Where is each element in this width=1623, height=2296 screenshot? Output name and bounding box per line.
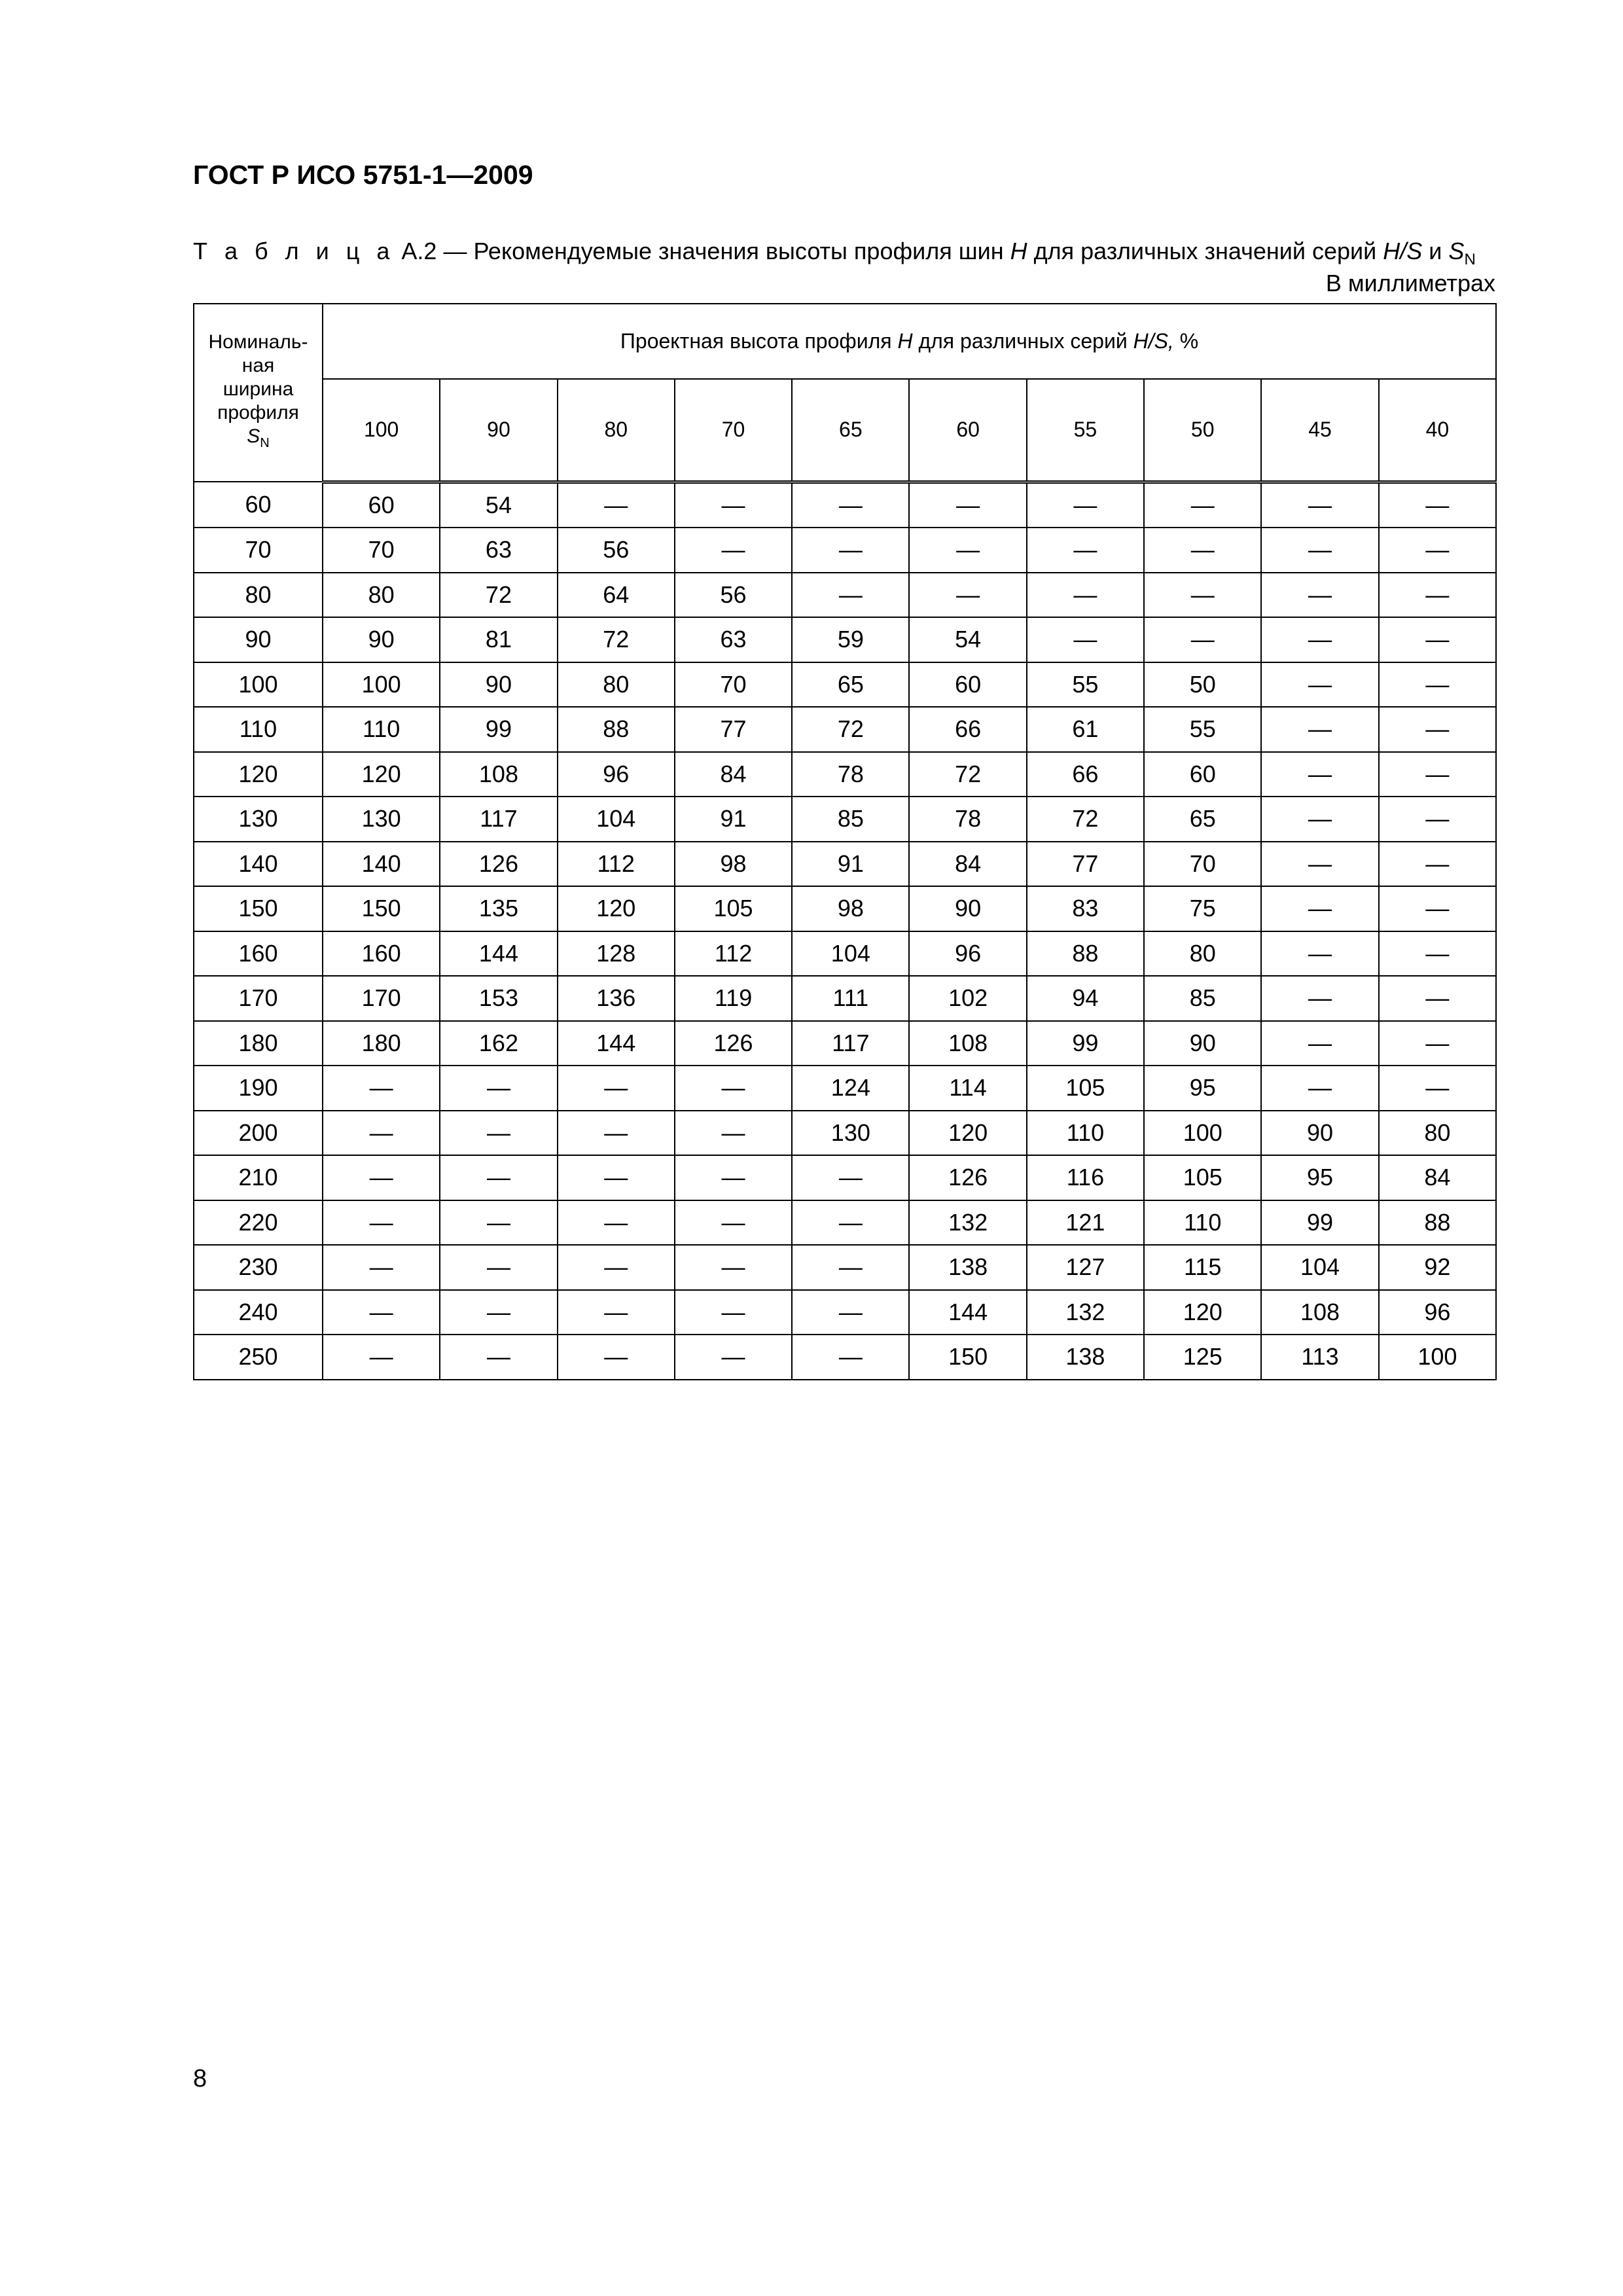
caption-symbol-hs: H/S <box>1383 238 1423 264</box>
table-row <box>194 707 1496 752</box>
height-value-cell: — <box>675 482 792 528</box>
height-value-cell: 80 <box>1379 1111 1496 1156</box>
height-value-cell: 170 <box>323 976 440 1021</box>
table-row <box>194 976 1496 1021</box>
height-value-cell: 108 <box>440 752 557 797</box>
table-row <box>194 1245 1496 1290</box>
table-caption <box>193 238 1495 269</box>
height-value-cell: — <box>1144 528 1261 573</box>
height-value-cell: 90 <box>1261 1111 1378 1156</box>
height-value-cell: — <box>1379 886 1496 931</box>
height-value-cell: — <box>675 528 792 573</box>
height-value-cell: 84 <box>1379 1155 1496 1200</box>
height-value-cell: — <box>1261 886 1378 931</box>
height-value-cell: 70 <box>1144 842 1261 887</box>
height-value-cell: 96 <box>1379 1290 1496 1335</box>
height-value-cell: 160 <box>323 931 440 977</box>
height-value-cell: 108 <box>1261 1290 1378 1335</box>
height-value-cell: 120 <box>909 1111 1026 1156</box>
height-value-cell: — <box>1027 617 1144 662</box>
height-value-cell: — <box>440 1290 557 1335</box>
height-value-cell: 56 <box>675 573 792 618</box>
height-value-cell: — <box>323 1200 440 1246</box>
height-value-cell: — <box>675 1200 792 1246</box>
height-value-cell: — <box>1379 1066 1496 1111</box>
table-row <box>194 1290 1496 1335</box>
series-header-cell: 100 <box>323 379 440 482</box>
nominal-width-cell: 60 <box>194 482 323 528</box>
height-value-cell: 144 <box>558 1021 675 1066</box>
caption-subscript-n: N <box>1464 251 1476 269</box>
height-value-cell: 90 <box>909 886 1026 931</box>
table-row <box>194 1021 1496 1066</box>
height-value-cell: — <box>792 1335 909 1380</box>
nominal-width-cell: 80 <box>194 573 323 618</box>
height-value-cell: 88 <box>1027 931 1144 977</box>
nominal-width-cell: 170 <box>194 976 323 1021</box>
nominal-width-cell: 70 <box>194 528 323 573</box>
height-value-cell: — <box>792 528 909 573</box>
group-header-text-2: для различных серий <box>918 329 1128 353</box>
height-value-cell: 117 <box>440 797 557 842</box>
height-value-cell: 78 <box>909 797 1026 842</box>
height-value-cell: — <box>1261 528 1378 573</box>
height-value-cell: 114 <box>909 1066 1026 1111</box>
height-value-cell: — <box>1379 573 1496 618</box>
table-row <box>194 797 1496 842</box>
table-row <box>194 528 1496 573</box>
height-value-cell: 60 <box>1144 752 1261 797</box>
height-value-cell: — <box>792 573 909 618</box>
height-value-cell: 56 <box>558 528 675 573</box>
height-value-cell: 132 <box>909 1200 1026 1246</box>
height-value-cell: 91 <box>675 797 792 842</box>
nominal-width-cell: 250 <box>194 1335 323 1380</box>
design-height-group-header <box>323 304 1496 379</box>
height-value-cell: — <box>1261 842 1378 887</box>
height-value-cell: — <box>909 482 1026 528</box>
height-value-cell: — <box>440 1066 557 1111</box>
height-value-cell: — <box>323 1155 440 1200</box>
nominal-width-line-2: ная <box>241 355 275 376</box>
height-value-cell: 100 <box>1144 1111 1261 1156</box>
height-value-cell: — <box>792 482 909 528</box>
height-value-cell: 110 <box>323 707 440 752</box>
height-value-cell: 55 <box>1144 707 1261 752</box>
nominal-width-symbol-s: S <box>247 425 260 447</box>
caption-and: и <box>1429 238 1442 264</box>
caption-symbol-s: S <box>1448 238 1465 264</box>
height-value-cell: 96 <box>909 931 1026 977</box>
nominal-width-cell: 200 <box>194 1111 323 1156</box>
height-value-cell: — <box>323 1245 440 1290</box>
height-value-cell: 128 <box>558 931 675 977</box>
height-value-cell: — <box>440 1200 557 1246</box>
profile-height-table <box>193 303 1497 1380</box>
height-value-cell: 91 <box>792 842 909 887</box>
height-value-cell: 104 <box>558 797 675 842</box>
height-value-cell: — <box>558 1335 675 1380</box>
height-value-cell: 153 <box>440 976 557 1021</box>
height-value-cell: — <box>792 1155 909 1200</box>
table-row <box>194 1111 1496 1156</box>
height-value-cell: 66 <box>909 707 1026 752</box>
height-value-cell: — <box>323 1111 440 1156</box>
nominal-width-cell: 180 <box>194 1021 323 1066</box>
height-value-cell: 138 <box>909 1245 1026 1290</box>
document-title: ГОСТ Р ИСО 5751-1—2009 <box>193 160 533 190</box>
height-value-cell: — <box>675 1245 792 1290</box>
height-value-cell: — <box>1379 752 1496 797</box>
height-value-cell: 121 <box>1027 1200 1144 1246</box>
height-value-cell: 105 <box>675 886 792 931</box>
height-value-cell: 85 <box>1144 976 1261 1021</box>
height-value-cell: 115 <box>1144 1245 1261 1290</box>
height-value-cell: 61 <box>1027 707 1144 752</box>
height-value-cell: 104 <box>1261 1245 1378 1290</box>
table-row <box>194 1335 1496 1380</box>
series-header-cell: 80 <box>558 379 675 482</box>
height-value-cell: — <box>440 1111 557 1156</box>
caption-text-2: для различных значений серий <box>1033 238 1377 264</box>
height-value-cell: — <box>1144 482 1261 528</box>
height-value-cell: — <box>1261 797 1378 842</box>
height-value-cell: — <box>1027 573 1144 618</box>
height-value-cell: 84 <box>909 842 1026 887</box>
height-value-cell: — <box>1261 662 1378 708</box>
nominal-width-line-1: Номиналь- <box>208 331 308 353</box>
height-value-cell: 112 <box>558 842 675 887</box>
height-value-cell: 108 <box>909 1021 1026 1066</box>
height-value-cell: 144 <box>440 931 557 977</box>
height-value-cell: — <box>1261 707 1378 752</box>
height-value-cell: 72 <box>440 573 557 618</box>
height-value-cell: — <box>1027 528 1144 573</box>
height-value-cell: 77 <box>675 707 792 752</box>
table-row <box>194 617 1496 662</box>
nominal-width-cell: 190 <box>194 1066 323 1111</box>
height-value-cell: — <box>558 1200 675 1246</box>
height-value-cell: 120 <box>323 752 440 797</box>
table-row <box>194 1200 1496 1246</box>
nominal-width-cell: 230 <box>194 1245 323 1290</box>
height-value-cell: — <box>440 1335 557 1380</box>
height-value-cell: 88 <box>558 707 675 752</box>
nominal-width-cell: 220 <box>194 1200 323 1246</box>
height-value-cell: 110 <box>1027 1111 1144 1156</box>
series-header-cell: 70 <box>675 379 792 482</box>
group-header-percent: % <box>1179 329 1199 353</box>
height-value-cell: 126 <box>675 1021 792 1066</box>
caption-text-1: Рекомендуемые значения высоты профиля шин <box>473 238 1004 264</box>
height-value-cell: — <box>675 1335 792 1380</box>
height-value-cell: 63 <box>440 528 557 573</box>
series-header-cell: 50 <box>1144 379 1261 482</box>
height-value-cell: 80 <box>558 662 675 708</box>
height-value-cell: 130 <box>792 1111 909 1156</box>
series-header-cell: 60 <box>909 379 1026 482</box>
height-value-cell: — <box>440 1245 557 1290</box>
caption-symbol-h: H <box>1010 238 1027 264</box>
height-value-cell: 120 <box>1144 1290 1261 1335</box>
height-value-cell: 130 <box>323 797 440 842</box>
height-value-cell: 90 <box>1144 1021 1261 1066</box>
height-value-cell: — <box>1144 573 1261 618</box>
height-value-cell: 72 <box>909 752 1026 797</box>
height-value-cell: 70 <box>675 662 792 708</box>
series-header-row <box>194 379 1496 482</box>
height-value-cell: 80 <box>1144 931 1261 977</box>
nominal-width-line-4: профиля <box>217 402 299 423</box>
height-value-cell: 112 <box>675 931 792 977</box>
height-value-cell: 84 <box>675 752 792 797</box>
series-header-cell: 55 <box>1027 379 1144 482</box>
height-value-cell: — <box>1261 1066 1378 1111</box>
group-header-symbol-h: H <box>897 329 913 353</box>
height-value-cell: 111 <box>792 976 909 1021</box>
height-value-cell: 65 <box>1144 797 1261 842</box>
table-body <box>194 482 1496 1380</box>
height-value-cell: 100 <box>1379 1335 1496 1380</box>
height-value-cell: 94 <box>1027 976 1144 1021</box>
height-value-cell: — <box>558 1111 675 1156</box>
height-value-cell: — <box>792 1200 909 1246</box>
height-value-cell: — <box>1261 752 1378 797</box>
height-value-cell: — <box>440 1155 557 1200</box>
group-header-symbol-hs: H/S, <box>1133 329 1174 353</box>
height-value-cell: 100 <box>323 662 440 708</box>
height-value-cell: 126 <box>909 1155 1026 1200</box>
group-header-text-1: Проектная высота профиля <box>620 329 892 353</box>
height-value-cell: — <box>1379 976 1496 1021</box>
height-value-cell: — <box>558 1155 675 1200</box>
height-value-cell: 162 <box>440 1021 557 1066</box>
table-row <box>194 752 1496 797</box>
height-value-cell: 85 <box>792 797 909 842</box>
height-value-cell: 50 <box>1144 662 1261 708</box>
height-value-cell: — <box>323 1066 440 1111</box>
nominal-width-cell: 140 <box>194 842 323 887</box>
table-row <box>194 573 1496 618</box>
height-value-cell: 136 <box>558 976 675 1021</box>
height-value-cell: 55 <box>1027 662 1144 708</box>
nominal-width-cell: 160 <box>194 931 323 977</box>
table-row <box>194 931 1496 977</box>
nominal-width-cell: 120 <box>194 752 323 797</box>
height-value-cell: — <box>323 1335 440 1380</box>
height-value-cell: — <box>1379 528 1496 573</box>
nominal-width-cell: 110 <box>194 707 323 752</box>
height-value-cell: 95 <box>1144 1066 1261 1111</box>
height-value-cell: 98 <box>792 886 909 931</box>
units-note: В миллиметрах <box>1325 270 1495 296</box>
nominal-width-line-3: ширина <box>223 378 294 400</box>
height-value-cell: 72 <box>1027 797 1144 842</box>
height-value-cell: 105 <box>1027 1066 1144 1111</box>
nominal-width-cell: 130 <box>194 797 323 842</box>
height-value-cell: — <box>1027 482 1144 528</box>
height-value-cell: 180 <box>323 1021 440 1066</box>
height-value-cell: — <box>558 482 675 528</box>
height-value-cell: 64 <box>558 573 675 618</box>
series-header-cell: 40 <box>1379 379 1496 482</box>
nominal-width-cell: 240 <box>194 1290 323 1335</box>
height-value-cell: 60 <box>323 482 440 528</box>
height-value-cell: — <box>1261 617 1378 662</box>
height-value-cell: — <box>1379 482 1496 528</box>
height-value-cell: 126 <box>440 842 557 887</box>
table-row <box>194 886 1496 931</box>
height-value-cell: 144 <box>909 1290 1026 1335</box>
height-value-cell: 150 <box>323 886 440 931</box>
height-value-cell: — <box>1261 931 1378 977</box>
height-value-cell: — <box>1379 617 1496 662</box>
table-row <box>194 842 1496 887</box>
height-value-cell: 120 <box>558 886 675 931</box>
height-value-cell: — <box>792 1245 909 1290</box>
height-value-cell: 125 <box>1144 1335 1261 1380</box>
series-header-cell: 65 <box>792 379 909 482</box>
height-value-cell: 54 <box>909 617 1026 662</box>
height-value-cell: 150 <box>909 1335 1026 1380</box>
height-value-cell: 72 <box>558 617 675 662</box>
height-value-cell: 78 <box>792 752 909 797</box>
height-value-cell: 70 <box>323 528 440 573</box>
height-value-cell: 104 <box>792 931 909 977</box>
height-value-cell: 90 <box>323 617 440 662</box>
nominal-width-cell: 100 <box>194 662 323 708</box>
height-value-cell: 99 <box>1261 1200 1378 1246</box>
nominal-width-subscript-n: N <box>260 436 270 450</box>
height-value-cell: — <box>1379 662 1496 708</box>
height-value-cell: 135 <box>440 886 557 931</box>
height-value-cell: — <box>1261 1021 1378 1066</box>
height-value-cell: 88 <box>1379 1200 1496 1246</box>
height-value-cell: 138 <box>1027 1335 1144 1380</box>
height-value-cell: 90 <box>440 662 557 708</box>
height-value-cell: 127 <box>1027 1245 1144 1290</box>
height-value-cell: — <box>909 573 1026 618</box>
height-value-cell: 72 <box>792 707 909 752</box>
height-value-cell: 60 <box>909 662 1026 708</box>
height-value-cell: 117 <box>792 1021 909 1066</box>
height-value-cell: 116 <box>1027 1155 1144 1200</box>
height-value-cell: 105 <box>1144 1155 1261 1200</box>
height-value-cell: 96 <box>558 752 675 797</box>
height-value-cell: 95 <box>1261 1155 1378 1200</box>
height-value-cell: — <box>1144 617 1261 662</box>
height-value-cell: 140 <box>323 842 440 887</box>
height-value-cell: 113 <box>1261 1335 1378 1380</box>
height-value-cell: 80 <box>323 573 440 618</box>
height-value-cell: — <box>1261 976 1378 1021</box>
caption-dash: — <box>443 238 467 264</box>
height-value-cell: 63 <box>675 617 792 662</box>
height-value-cell: — <box>675 1111 792 1156</box>
height-value-cell: — <box>675 1066 792 1111</box>
height-value-cell: 99 <box>440 707 557 752</box>
height-value-cell: 75 <box>1144 886 1261 931</box>
table-row <box>194 1155 1496 1200</box>
height-value-cell: 110 <box>1144 1200 1261 1246</box>
height-value-cell: — <box>558 1066 675 1111</box>
table-row <box>194 482 1496 528</box>
height-value-cell: — <box>558 1245 675 1290</box>
height-value-cell: — <box>1261 482 1378 528</box>
height-value-cell: — <box>1379 707 1496 752</box>
height-value-cell: — <box>792 1290 909 1335</box>
height-value-cell: — <box>1379 1021 1496 1066</box>
height-value-cell: 77 <box>1027 842 1144 887</box>
height-value-cell: 59 <box>792 617 909 662</box>
height-value-cell: 65 <box>792 662 909 708</box>
height-value-cell: — <box>1379 842 1496 887</box>
height-value-cell: 92 <box>1379 1245 1496 1290</box>
height-value-cell: — <box>323 1290 440 1335</box>
caption-number: А.2 <box>401 238 437 264</box>
nominal-width-cell: 90 <box>194 617 323 662</box>
height-value-cell: 119 <box>675 976 792 1021</box>
height-value-cell: 124 <box>792 1066 909 1111</box>
height-value-cell: — <box>558 1290 675 1335</box>
series-header-cell: 90 <box>440 379 557 482</box>
height-value-cell: 99 <box>1027 1021 1144 1066</box>
height-value-cell: 54 <box>440 482 557 528</box>
page-number: 8 <box>193 2065 207 2092</box>
nominal-width-cell: 210 <box>194 1155 323 1200</box>
height-value-cell: 98 <box>675 842 792 887</box>
nominal-width-cell: 150 <box>194 886 323 931</box>
table-row <box>194 662 1496 708</box>
height-value-cell: — <box>909 528 1026 573</box>
height-value-cell: 66 <box>1027 752 1144 797</box>
height-value-cell: — <box>675 1290 792 1335</box>
height-value-cell: 102 <box>909 976 1026 1021</box>
height-value-cell: — <box>1261 573 1378 618</box>
caption-prefix: Т а б л и ц а <box>193 238 395 264</box>
height-value-cell: — <box>675 1155 792 1200</box>
table-row <box>194 1066 1496 1111</box>
height-value-cell: — <box>1379 797 1496 842</box>
nominal-width-header <box>194 304 323 482</box>
height-value-cell: 81 <box>440 617 557 662</box>
height-value-cell: 83 <box>1027 886 1144 931</box>
height-value-cell: 132 <box>1027 1290 1144 1335</box>
series-header-cell: 45 <box>1261 379 1378 482</box>
height-value-cell: — <box>1379 931 1496 977</box>
